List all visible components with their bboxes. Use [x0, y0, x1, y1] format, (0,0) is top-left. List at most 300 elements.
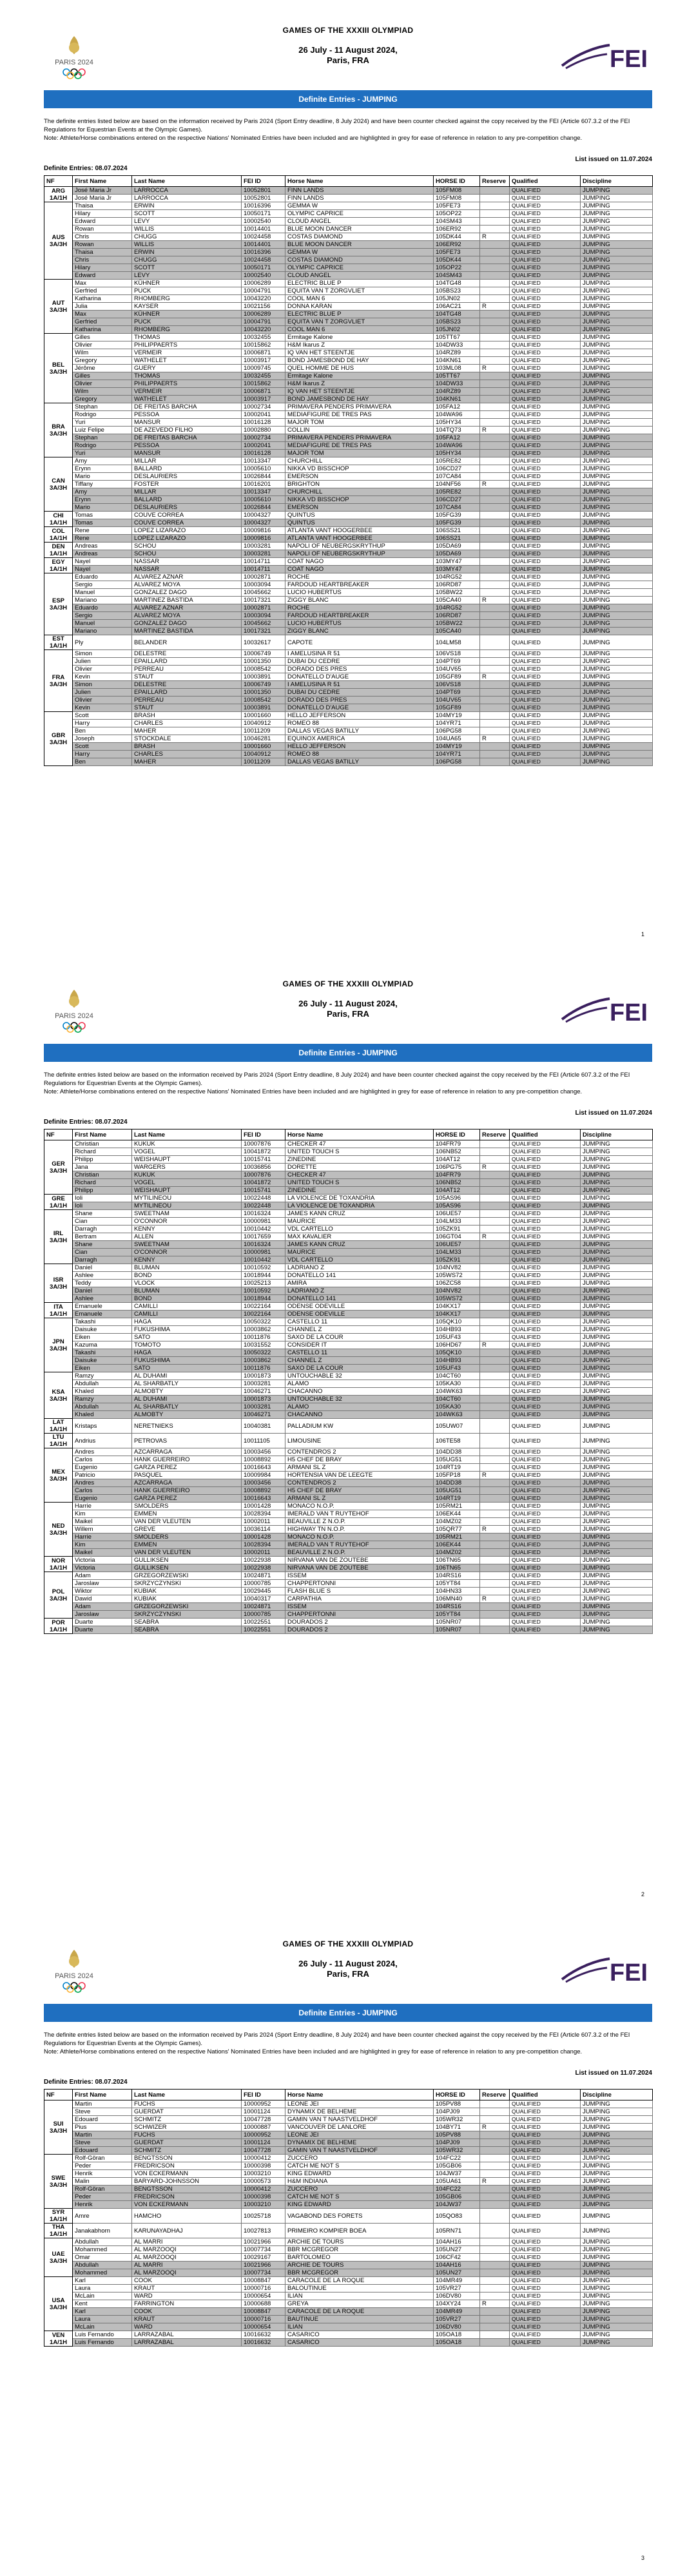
last-name-cell: BLUMAN — [132, 1264, 242, 1272]
reserve-cell — [480, 758, 510, 766]
horse-id-cell: 106CF42 — [434, 2254, 480, 2262]
last-name-cell: AL SHARBATLY — [132, 1403, 242, 1411]
table-row — [44, 2124, 653, 2131]
last-name-cell: SKRZYCZYNSKI — [132, 1580, 242, 1588]
fei-id-cell: 10011209 — [242, 727, 285, 735]
column-header: HORSE ID — [434, 2090, 480, 2100]
reserve-cell — [480, 187, 510, 195]
last-name-cell: COOK — [132, 2308, 242, 2316]
horse-id-cell: 106CD27 — [434, 465, 480, 473]
fei-id-cell: 10001660 — [242, 712, 285, 720]
fei-id-cell: 10000887 — [242, 2124, 285, 2131]
reserve-cell — [480, 1179, 510, 1187]
qualified-cell: QUALIFIED — [510, 388, 581, 396]
horse-id-cell: 105AS96 — [434, 1195, 480, 1202]
first-name-cell: Erynn — [73, 496, 132, 504]
fei-id-cell: 10029167 — [242, 2254, 285, 2262]
qualified-cell: QUALIFIED — [510, 673, 581, 681]
discipline-cell: JUMPING — [581, 2224, 653, 2238]
qualified-cell: QUALIFIED — [510, 2323, 581, 2331]
last-name-cell: EMMEN — [132, 1541, 242, 1549]
discipline-cell: JUMPING — [581, 2254, 653, 2262]
fei-id-cell: 10004327 — [242, 519, 285, 527]
table-row — [44, 1357, 653, 1365]
first-name-cell: Kim — [73, 1541, 132, 1549]
first-name-cell: Rene — [73, 527, 132, 535]
qualified-cell: QUALIFIED — [510, 1419, 581, 1434]
table-row — [44, 1303, 653, 1311]
reserve-cell — [480, 272, 510, 280]
horse-name-cell: MEDIAFIGURE DE TRES PAS — [285, 442, 434, 450]
first-name-cell: Joseph — [73, 735, 132, 743]
horse-id-cell: 106MN40 — [434, 1595, 480, 1603]
qualified-cell: QUALIFIED — [510, 628, 581, 635]
qualified-cell: QUALIFIED — [510, 2331, 581, 2339]
column-header: NF — [44, 176, 73, 187]
reserve-cell — [480, 226, 510, 233]
horse-name-cell: EQUITA VAN T ZORGVLIET — [285, 318, 434, 326]
horse-name-cell: DUBAI DU CEDRE — [285, 689, 434, 697]
first-name-cell: Yuri — [73, 419, 132, 427]
fei-id-cell: 10006749 — [242, 650, 285, 658]
first-name-cell: Edward — [73, 272, 132, 280]
table-row — [44, 720, 653, 727]
horse-name-cell: CATCH ME NOT S — [285, 2193, 434, 2201]
first-name-cell: Ashlee — [73, 1272, 132, 1280]
table-row — [44, 743, 653, 751]
horse-name-cell: FARDOUD HEARTBREAKER — [285, 581, 434, 589]
reserve-cell — [480, 442, 510, 450]
first-name-cell: McLain — [73, 2323, 132, 2331]
table-row — [44, 341, 653, 349]
qualified-cell: QUALIFIED — [510, 697, 581, 704]
reserve-cell — [480, 1603, 510, 1611]
table-row — [44, 1334, 653, 1341]
table-row — [44, 1533, 653, 1541]
last-name-cell: AL DUHAMI — [132, 1396, 242, 1403]
horse-name-cell: ODENSE ODEVILLE — [285, 1303, 434, 1311]
fei-id-cell: 10003891 — [242, 673, 285, 681]
first-name-cell: Daniel — [73, 1264, 132, 1272]
horse-id-cell: 105CA40 — [434, 628, 480, 635]
horse-id-cell: 105AS96 — [434, 1202, 480, 1210]
last-name-cell: KENNY — [132, 1226, 242, 1233]
last-name-cell: KUKUK — [132, 1140, 242, 1148]
table-row — [44, 597, 653, 604]
horse-id-cell: 105YT84 — [434, 1580, 480, 1588]
horse-id-cell: 105JN02 — [434, 326, 480, 334]
reserve-cell — [480, 2277, 510, 2285]
discipline-cell: JUMPING — [581, 481, 653, 488]
reserve-cell — [480, 751, 510, 758]
qualified-cell: QUALIFIED — [510, 450, 581, 457]
qualified-cell: QUALIFIED — [510, 481, 581, 488]
horse-name-cell: COOL MAN 6 — [285, 295, 434, 303]
horse-id-cell: 105QO83 — [434, 2209, 480, 2224]
fei-id-cell: 10003281 — [242, 1403, 285, 1411]
table-row — [44, 620, 653, 628]
table-row — [44, 202, 653, 210]
last-name-cell: SEABRA — [132, 1619, 242, 1626]
table-row — [44, 2201, 653, 2209]
qualified-cell: QUALIFIED — [510, 457, 581, 465]
fei-id-cell: 10002540 — [242, 218, 285, 226]
reserve-cell — [480, 396, 510, 403]
table-row — [44, 380, 653, 388]
discipline-cell: JUMPING — [581, 758, 653, 766]
qualified-cell: QUALIFIED — [510, 1564, 581, 1572]
fei-id-cell: 10026844 — [242, 473, 285, 481]
horse-id-cell: 105UF43 — [434, 1334, 480, 1341]
horse-name-cell: CHACANNO — [285, 1411, 434, 1419]
last-name-cell: ALVAREZ MOYA — [132, 612, 242, 620]
qualified-cell: QUALIFIED — [510, 1156, 581, 1164]
horse-name-cell: KING EDWARD — [285, 2170, 434, 2178]
fei-id-cell: 10040381 — [242, 1419, 285, 1434]
horse-name-cell: IQ VAN HET STEENTJE — [285, 349, 434, 357]
definite-entries-banner: Definite Entries - JUMPING — [44, 90, 652, 108]
first-name-cell: Rowan — [73, 241, 132, 249]
table-row — [44, 1564, 653, 1572]
discipline-cell: JUMPING — [581, 1256, 653, 1264]
horse-id-cell: 105WS72 — [434, 1295, 480, 1303]
discipline-cell: JUMPING — [581, 1179, 653, 1187]
last-name-cell: SCHMITZ — [132, 2116, 242, 2124]
horse-name-cell: SAXO DE LA COUR — [285, 1334, 434, 1341]
reserve-cell: R — [480, 303, 510, 311]
horse-name-cell: H&M Ikarus Z — [285, 341, 434, 349]
table-row — [44, 1140, 653, 1148]
reserve-cell — [480, 1318, 510, 1326]
discipline-cell: JUMPING — [581, 2269, 653, 2277]
horse-name-cell: CHAPPERTONNI — [285, 1611, 434, 1619]
horse-id-cell: 103MY47 — [434, 566, 480, 573]
qualified-cell: QUALIFIED — [510, 1464, 581, 1472]
discipline-cell: JUMPING — [581, 272, 653, 280]
horse-id-cell: 105FG39 — [434, 512, 480, 519]
horse-name-cell: DALLAS VEGAS BATILLY — [285, 758, 434, 766]
games-dates: 26 July - 11 August 2024, — [298, 999, 398, 1008]
column-header: HORSE ID — [434, 1129, 480, 1140]
horse-name-cell: SAXO DE LA COUR — [285, 1365, 434, 1372]
horse-id-cell: 106PG75 — [434, 1164, 480, 1171]
last-name-cell: KRAUT — [132, 2316, 242, 2323]
reserve-cell — [480, 1357, 510, 1365]
fei-id-cell: 10000952 — [242, 2100, 285, 2108]
last-name-cell: MILLAR — [132, 488, 242, 496]
intro-text — [44, 1071, 652, 1096]
svg-text:PARIS 2024: PARIS 2024 — [55, 1012, 93, 1020]
table-header-row — [44, 1129, 653, 1140]
table-row — [44, 2323, 653, 2331]
last-name-cell: CAMILLI — [132, 1311, 242, 1318]
last-name-cell: ALVAREZ AZNAR — [132, 604, 242, 612]
entries-table — [44, 175, 653, 766]
table-row — [44, 628, 653, 635]
table-row — [44, 543, 653, 550]
discipline-cell: JUMPING — [581, 1210, 653, 1218]
table-row — [44, 264, 653, 272]
fei-id-cell: 10002734 — [242, 434, 285, 442]
horse-id-cell: 104FR79 — [434, 1171, 480, 1179]
fei-id-cell: 10001428 — [242, 1533, 285, 1541]
table-row — [44, 1202, 653, 1210]
first-name-cell: Olivier — [73, 341, 132, 349]
column-header: Horse Name — [285, 176, 434, 187]
reserve-cell — [480, 1518, 510, 1526]
horse-id-cell: 105YT84 — [434, 1611, 480, 1619]
first-name-cell: Richard — [73, 1148, 132, 1156]
last-name-cell: SATO — [132, 1334, 242, 1341]
reserve-cell — [480, 1195, 510, 1202]
horse-name-cell: DONNA KARAN — [285, 303, 434, 311]
fei-id-cell: 10015741 — [242, 1156, 285, 1164]
table-row — [44, 2246, 653, 2254]
table-row — [44, 249, 653, 256]
qualified-cell: QUALIFIED — [510, 1280, 581, 1287]
last-name-cell: RHOMBERG — [132, 295, 242, 303]
horse-id-cell: 104PJ09 — [434, 2139, 480, 2147]
reserve-cell — [480, 1349, 510, 1357]
fei-id-cell: 10000981 — [242, 1218, 285, 1226]
discipline-cell: JUMPING — [581, 1241, 653, 1249]
table-row — [44, 1171, 653, 1179]
reserve-cell — [480, 2238, 510, 2246]
discipline-cell: JUMPING — [581, 519, 653, 527]
horse-id-cell: 104RT19 — [434, 1464, 480, 1472]
fei-id-cell: 10014711 — [242, 558, 285, 566]
last-name-cell: MARTINEZ BASTIDA — [132, 628, 242, 635]
last-name-cell: WARD — [132, 2292, 242, 2300]
horse-id-cell: 105BW22 — [434, 620, 480, 628]
document-page-3 — [0, 1914, 696, 2576]
reserve-cell — [480, 372, 510, 380]
discipline-cell: JUMPING — [581, 1403, 653, 1411]
last-name-cell: STOCKDALE — [132, 735, 242, 743]
fei-id-cell: 10000716 — [242, 2316, 285, 2323]
nf-group-cell: ITA 1A/1H — [44, 1303, 73, 1318]
last-name-cell: CHUGG — [132, 256, 242, 264]
fei-id-cell: 10022448 — [242, 1202, 285, 1210]
qualified-cell: QUALIFIED — [510, 434, 581, 442]
page-number: 1 — [641, 931, 644, 937]
reserve-cell — [480, 2116, 510, 2124]
reserve-cell — [480, 2100, 510, 2108]
first-name-cell: Kevin — [73, 704, 132, 712]
table-row — [44, 689, 653, 697]
nf-group-cell: MEX 3A/3H — [44, 1448, 73, 1503]
horse-id-cell: 105FG39 — [434, 519, 480, 527]
discipline-cell: JUMPING — [581, 187, 653, 195]
first-name-cell: Martin — [73, 2100, 132, 2108]
first-name-cell: Maikel — [73, 1518, 132, 1526]
fei-id-cell: 10047728 — [242, 2116, 285, 2124]
last-name-cell: COUVE CORREA — [132, 519, 242, 527]
first-name-cell: Stephan — [73, 403, 132, 411]
fei-id-cell: 10004791 — [242, 318, 285, 326]
reserve-cell — [480, 1456, 510, 1464]
reserve-cell — [480, 2331, 510, 2339]
column-header: NF — [44, 2090, 73, 2100]
horse-id-cell: 105OP22 — [434, 210, 480, 218]
first-name-cell: Julia — [73, 303, 132, 311]
first-name-cell: Rolf-Göran — [73, 2186, 132, 2193]
discipline-cell: JUMPING — [581, 2201, 653, 2209]
discipline-cell: JUMPING — [581, 249, 653, 256]
last-name-cell: GARZA PEREZ — [132, 1464, 242, 1472]
fei-id-cell: 10036856 — [242, 1164, 285, 1171]
table-row — [44, 1456, 653, 1464]
last-name-cell: VLOCK — [132, 1280, 242, 1287]
horse-id-cell: 104YR71 — [434, 720, 480, 727]
last-name-cell: AL MARRI — [132, 2238, 242, 2246]
reserve-cell: R — [480, 1595, 510, 1603]
horse-name-cell: ZIGGY BLANC — [285, 628, 434, 635]
reserve-cell — [480, 2162, 510, 2170]
table-row — [44, 2269, 653, 2277]
horse-id-cell: 106ZC58 — [434, 1280, 480, 1287]
fei-id-cell: 10011105 — [242, 1434, 285, 1448]
fei-id-cell: 10001873 — [242, 1396, 285, 1403]
discipline-cell: JUMPING — [581, 1510, 653, 1518]
horse-id-cell: 105GB06 — [434, 2193, 480, 2201]
first-name-cell: Karl — [73, 2308, 132, 2316]
reserve-cell — [480, 1396, 510, 1403]
discipline-cell: JUMPING — [581, 365, 653, 372]
reserve-cell: R — [480, 481, 510, 488]
last-name-cell: WILLIS — [132, 241, 242, 249]
fei-id-cell: 10001124 — [242, 2108, 285, 2116]
first-name-cell: McLain — [73, 2292, 132, 2300]
first-name-cell: Harrie — [73, 1533, 132, 1541]
horse-name-cell: CHURCHILL — [285, 488, 434, 496]
horse-id-cell: 105ZK91 — [434, 1256, 480, 1264]
discipline-cell: JUMPING — [581, 735, 653, 743]
horse-name-cell: PRIMEIRO KOMPIER BOEA — [285, 2224, 434, 2238]
horse-id-cell: 106VS18 — [434, 650, 480, 658]
qualified-cell: QUALIFIED — [510, 210, 581, 218]
fei-id-cell: 10014401 — [242, 226, 285, 233]
horse-name-cell: NAPOLI OF NEUBERGSKRYTHUP — [285, 543, 434, 550]
horse-id-cell: 105WR32 — [434, 2147, 480, 2155]
nf-group-cell: FRA 3A/3H — [44, 650, 73, 712]
horse-name-cell: GREYA — [285, 2300, 434, 2308]
last-name-cell: CHUGG — [132, 233, 242, 241]
first-name-cell: Manuel — [73, 589, 132, 597]
first-name-cell: Thaisa — [73, 202, 132, 210]
nf-group-cell: USA 3A/3H — [44, 2277, 73, 2331]
discipline-cell: JUMPING — [581, 1272, 653, 1280]
last-name-cell: SKRZYCZYNSKI — [132, 1611, 242, 1619]
first-name-cell: Abdullah — [73, 2238, 132, 2246]
fei-id-cell: 10016396 — [242, 249, 285, 256]
first-name-cell: Teddy — [73, 1280, 132, 1287]
horse-id-cell: 105WS72 — [434, 1272, 480, 1280]
reserve-cell — [480, 450, 510, 457]
horse-id-cell: 104PT69 — [434, 658, 480, 666]
fei-id-cell: 10045662 — [242, 620, 285, 628]
horse-id-cell: 104SM43 — [434, 218, 480, 226]
first-name-cell: Simon — [73, 681, 132, 689]
horse-name-cell: MAJOR TOM — [285, 450, 434, 457]
last-name-cell: DELESTRE — [132, 650, 242, 658]
fei-id-cell: 10011209 — [242, 758, 285, 766]
last-name-cell: BRASH — [132, 712, 242, 720]
discipline-cell: JUMPING — [581, 450, 653, 457]
horse-id-cell: 104DW33 — [434, 380, 480, 388]
qualified-cell: QUALIFIED — [510, 1233, 581, 1241]
discipline-cell: JUMPING — [581, 1311, 653, 1318]
fei-id-cell: 10003210 — [242, 2201, 285, 2209]
discipline-cell: JUMPING — [581, 658, 653, 666]
horse-name-cell: DORADO DES PRES — [285, 666, 434, 673]
discipline-cell: JUMPING — [581, 550, 653, 558]
discipline-cell: JUMPING — [581, 1218, 653, 1226]
horse-id-cell: 104MZ02 — [434, 1518, 480, 1526]
table-row — [44, 1411, 653, 1419]
discipline-cell: JUMPING — [581, 341, 653, 349]
last-name-cell: BENGTSSON — [132, 2186, 242, 2193]
last-name-cell: MANSUR — [132, 450, 242, 457]
table-row — [44, 1187, 653, 1195]
horse-name-cell: QUEL HOMME DE HUS — [285, 365, 434, 372]
reserve-cell — [480, 2224, 510, 2238]
table-row — [44, 326, 653, 334]
last-name-cell: LOPEZ LIZARAZO — [132, 535, 242, 543]
discipline-cell: JUMPING — [581, 1349, 653, 1357]
last-name-cell: GONZALEZ DAGO — [132, 620, 242, 628]
table-row — [44, 256, 653, 264]
discipline-cell: JUMPING — [581, 751, 653, 758]
first-name-cell: Omar — [73, 2254, 132, 2262]
horse-id-cell: 104PJ09 — [434, 2108, 480, 2116]
table-row — [44, 295, 653, 303]
qualified-cell: QUALIFIED — [510, 1619, 581, 1626]
first-name-cell: Ioli — [73, 1202, 132, 1210]
horse-name-cell: CONTENDROS 2 — [285, 1479, 434, 1487]
reserve-cell — [480, 202, 510, 210]
fei-id-cell: 10018944 — [242, 1295, 285, 1303]
fei-id-cell: 10032617 — [242, 635, 285, 650]
horse-id-cell: 105RE82 — [434, 488, 480, 496]
last-name-cell: VAN DER VLEUTEN — [132, 1518, 242, 1526]
reserve-cell — [480, 311, 510, 318]
horse-id-cell: 105HY34 — [434, 419, 480, 427]
discipline-cell: JUMPING — [581, 2131, 653, 2139]
horse-name-cell: LADRIANO Z — [285, 1287, 434, 1295]
horse-name-cell: PRIMAVERA PENDERS PRIMAVERA — [285, 403, 434, 411]
fei-id-cell: 10001350 — [242, 658, 285, 666]
horse-id-cell: 103ML08 — [434, 365, 480, 372]
table-row — [44, 1526, 653, 1533]
first-name-cell: Sergio — [73, 612, 132, 620]
first-name-cell: Kevin — [73, 673, 132, 681]
qualified-cell: QUALIFIED — [510, 758, 581, 766]
discipline-cell: JUMPING — [581, 720, 653, 727]
first-name-cell: Steve — [73, 2139, 132, 2147]
horse-id-cell: 106TN65 — [434, 1564, 480, 1572]
qualified-cell: QUALIFIED — [510, 341, 581, 349]
qualified-cell: QUALIFIED — [510, 1179, 581, 1187]
fei-id-cell: 10021156 — [242, 303, 285, 311]
intro-text — [44, 117, 652, 142]
last-name-cell: MARTINEZ BASTIDA — [132, 597, 242, 604]
fei-id-cell: 10016128 — [242, 419, 285, 427]
horse-id-cell: 104KN61 — [434, 357, 480, 365]
horse-name-cell: ATLANTA VANT HOOGERBEE — [285, 527, 434, 535]
discipline-cell: JUMPING — [581, 233, 653, 241]
horse-id-cell: 105UF43 — [434, 1365, 480, 1372]
